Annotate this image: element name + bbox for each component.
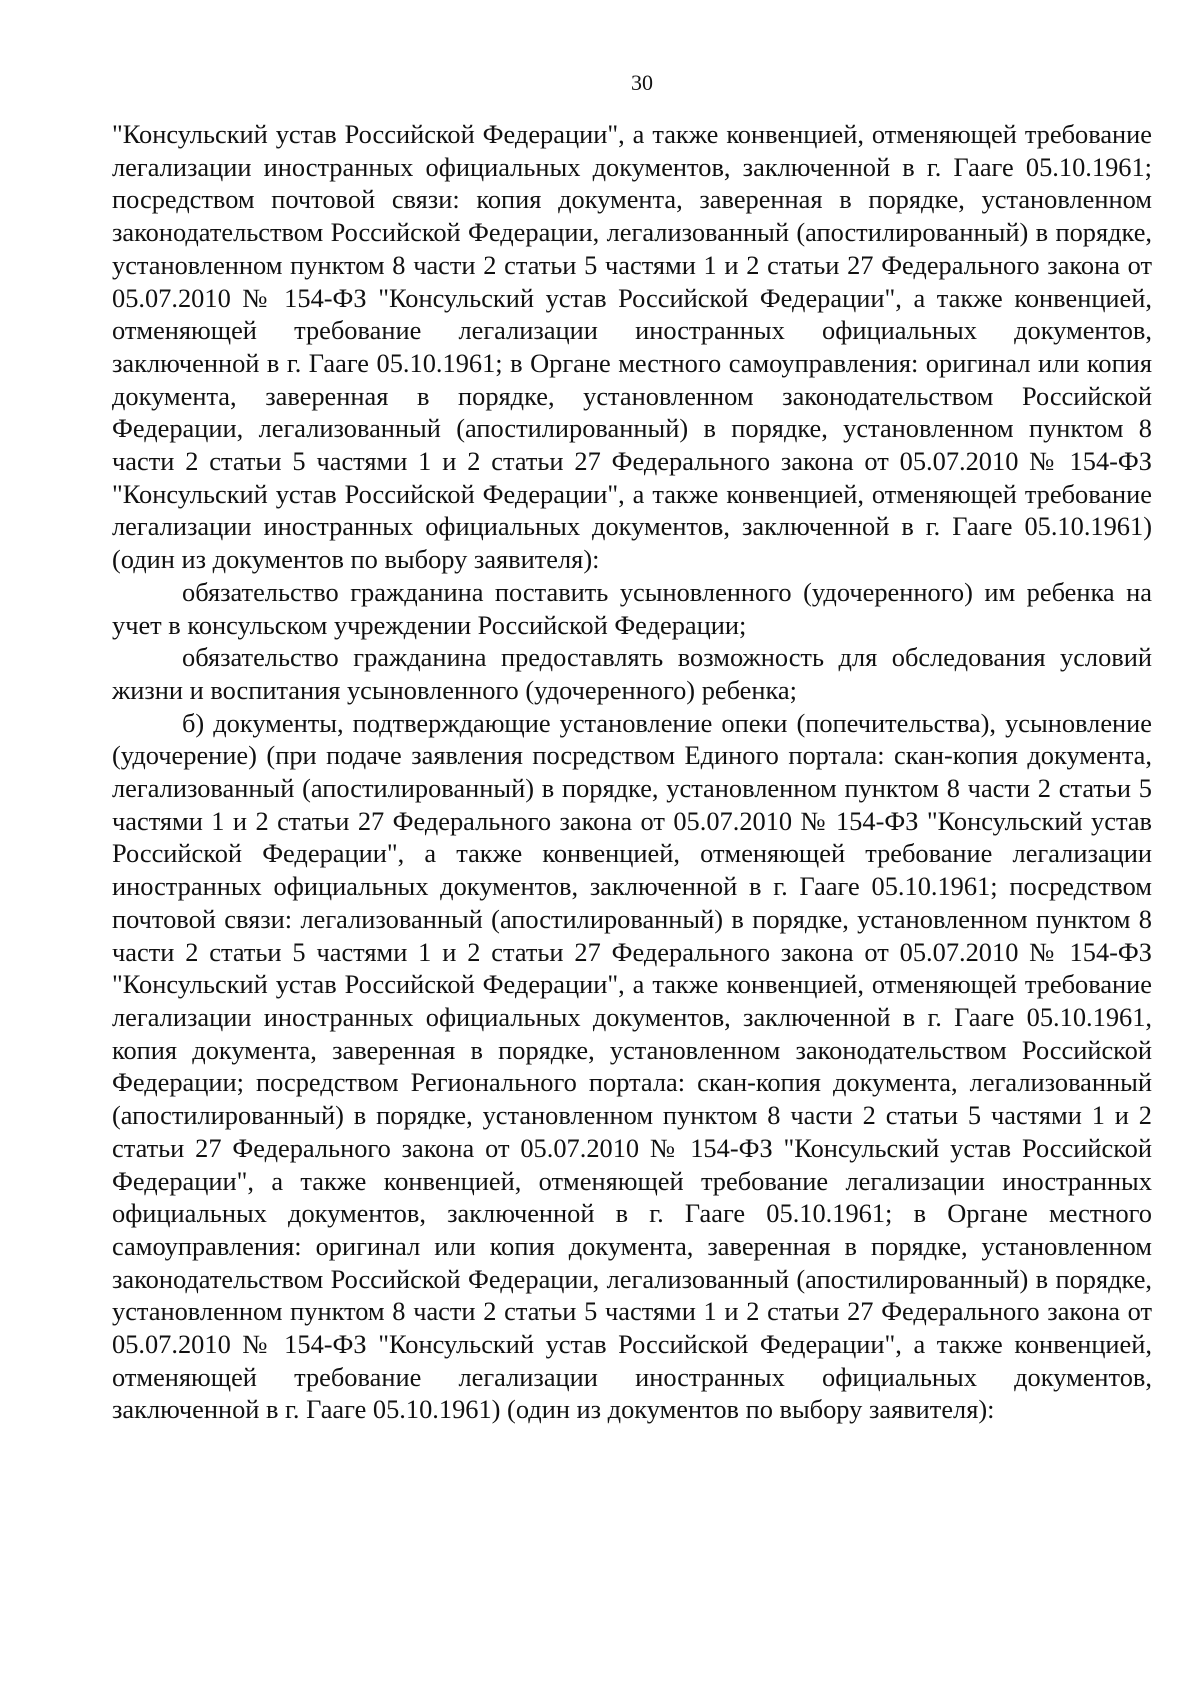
paragraph-continuation: "Консульский устав Российской Федерации", а также конвенцией, отменяющей требование легализации иностранных официальных документов, заключенной в г. Гааге 05.10.1961; посредством почтовой связи: копия документа, заверенная в порядке, установленном законодательством Российской Федерации, легализованный (апостилированный) в порядке, установленном пунктом 8 части 2 статьи 5 частями 1 и 2 статьи 27 Федерального закона от 05.07.2010 № 154-ФЗ "Консульский устав Российской Федерации", а также конвенцией, отменяющей требование легализации иностранных официальных документов, заключенной в г. Гааге 05.10.1961; в Органе местного самоуправления: оригинал или копия документа, заверенная в порядке, установленном законодательством Российской Федерации, легализованный (апостилированный) в порядке, установленном пунктом 8 части 2 статьи 5 частями 1 и 2 статьи 27 Федерального закона от 05.07.2010 № 154-ФЗ "Консульский устав Российской Федерации", а также конвенцией, отменяющей требование легализации иностранных официальных документов, заключенной в г. Гааге 05.10.1961) (один из документов по выбору заявителя): [112, 119, 1152, 575]
paragraph-obligation-registration: обязательство гражданина поставить усыновленного (удочеренного) им ребенка на учет в консульском учреждении Российской Федерации; [112, 576, 1152, 640]
page-number: 30 [631, 70, 653, 95]
paragraph-item-b: б) документы, подтверждающие установление опеки (попечительства), усыновление (удочерение) (при подаче заявления посредством Единого портала: скан-копия документа, легализованный (апостилированный) в порядке, установленном пунктом 8 части 2 статьи 5 частями 1 и 2 статьи 27 Федерального закона от 05.07.2010 № 154-ФЗ "Консульский устав Российской Федерации", а также конвенцией, отменяющей требование легализации иностранных официальных документов, заключенной в г. Гааге 05.10.1961; посредством почтовой связи: легализованный (апостилированный) в порядке, установленном пунктом 8 части 2 статьи 5 частями 1 и 2 статьи 27 Федерального закона от 05.07.2010 № 154-ФЗ "Консульский устав Российской Федерации", а также конвенцией, отменяющей требование легализации иностранных официальных документов, заключенной в г. Гааге 05.10.1961, копия документа, заверенная в порядке, установленном законодательством Российской Федерации; посредством Регионального портала: скан-копия документа, легализованный (апостилированный) в порядке, установленном пунктом 8 части 2 статьи 5 частями 1 и 2 статьи 27 Федерального закона от 05.07.2010 № 154-ФЗ "Консульский устав Российской Федерации", а также конвенцией, отменяющей требование легализации иностранных официальных документов, заключенной в г. Гааге 05.10.1961; в Органе местного самоуправления: оригинал или копия документа, заверенная в порядке, установленном законодательством Российской Федерации, легализованный (апостилированный) в порядке, установленном пунктом 8 части 2 статьи 5 частями 1 и 2 статьи 27 Федерального закона от 05.07.2010 № 154-ФЗ "Консульский устав Российской Федерации", а также конвенцией, отменяющей требование легализации иностранных официальных документов, заключенной в г. Гааге 05.10.1961) (один из документов по выбору заявителя): [112, 707, 1152, 1425]
paragraph-obligation-inspection: обязательство гражданина предоставлять возможность для обследования условий жизни и воспитания усыновленного (удочеренного) ребенка; [112, 642, 1152, 705]
document-body [112, 118, 1152, 1426]
